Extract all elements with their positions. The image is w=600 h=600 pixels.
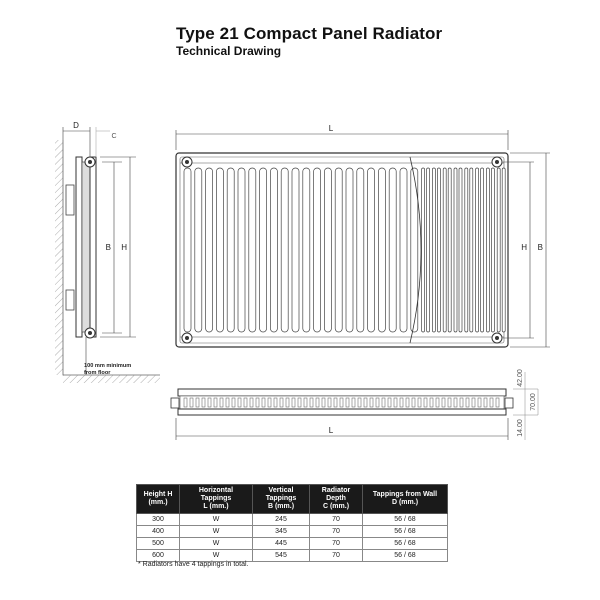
plan-dim-bottom-label: 14.00 bbox=[517, 419, 524, 437]
front-view bbox=[176, 124, 550, 347]
plan-fin bbox=[382, 398, 385, 407]
front-fin bbox=[465, 168, 468, 332]
plan-fin bbox=[442, 398, 445, 407]
plan-tapping-left bbox=[171, 398, 179, 408]
cell-depth: 70 bbox=[310, 538, 363, 550]
front-fin bbox=[227, 168, 234, 332]
plan-fin bbox=[310, 398, 313, 407]
front-tapping-top-right bbox=[492, 157, 502, 167]
plan-bottom-panel bbox=[178, 409, 506, 415]
cell-horizontal: W bbox=[180, 514, 253, 526]
plan-fin bbox=[226, 398, 229, 407]
plan-fin bbox=[256, 398, 259, 407]
front-fin bbox=[281, 168, 288, 332]
front-fin bbox=[481, 168, 484, 332]
front-fin bbox=[459, 168, 462, 332]
plan-fin bbox=[250, 398, 253, 407]
front-fin bbox=[454, 168, 457, 332]
plan-fin bbox=[244, 398, 247, 407]
plan-fin bbox=[304, 398, 307, 407]
plan-fin bbox=[376, 398, 379, 407]
plan-fin bbox=[472, 398, 475, 407]
front-fin bbox=[470, 168, 473, 332]
plan-fin bbox=[388, 398, 391, 407]
front-tapping-bottom-left bbox=[182, 333, 192, 343]
table-row bbox=[137, 526, 448, 538]
table-row bbox=[137, 514, 448, 526]
side-bottom-tapping-core bbox=[88, 331, 92, 335]
plan-fin bbox=[262, 398, 265, 407]
floor-note bbox=[84, 363, 131, 376]
header-horizontal-tappings: Horizontal Tappings L (mm.) bbox=[180, 485, 253, 514]
cell-wall: 56 / 68 bbox=[363, 514, 448, 526]
table-footnote: * Radiators have 4 tappings in total. bbox=[138, 561, 249, 568]
front-fin bbox=[357, 168, 364, 332]
cell-height: 500 bbox=[137, 538, 180, 550]
plan-fin bbox=[484, 398, 487, 407]
front-fin bbox=[249, 168, 256, 332]
side-panel-front bbox=[90, 157, 96, 337]
lower-bracket bbox=[66, 290, 74, 310]
front-fin bbox=[486, 168, 489, 332]
plan-tapping-right bbox=[505, 398, 513, 408]
side-convector bbox=[82, 162, 90, 332]
plan-fin bbox=[394, 398, 397, 407]
plan-fin bbox=[292, 398, 295, 407]
plan-view bbox=[171, 369, 538, 440]
cell-vertical: 345 bbox=[253, 526, 310, 538]
front-fin bbox=[314, 168, 321, 332]
front-fin bbox=[502, 168, 505, 332]
cell-wall: 56 / 68 bbox=[363, 550, 448, 562]
plan-fin bbox=[490, 398, 493, 407]
front-fin bbox=[497, 168, 500, 332]
dim-h-label: H bbox=[121, 243, 127, 252]
spec-table bbox=[136, 484, 448, 562]
front-fin bbox=[437, 168, 440, 332]
plan-fin bbox=[334, 398, 337, 407]
front-fin bbox=[238, 168, 245, 332]
front-fin bbox=[448, 168, 451, 332]
front-fin bbox=[324, 168, 331, 332]
cell-depth: 70 bbox=[310, 526, 363, 538]
plan-fin bbox=[238, 398, 241, 407]
floor-note-line1: 100 mm minimum bbox=[84, 363, 132, 369]
cell-wall: 56 / 68 bbox=[363, 526, 448, 538]
plan-fin bbox=[412, 398, 415, 407]
plan-fin bbox=[454, 398, 457, 407]
plan-fin bbox=[196, 398, 199, 407]
header-height: Height H (mm.) bbox=[137, 485, 180, 514]
plan-fin bbox=[286, 398, 289, 407]
side-view bbox=[55, 121, 160, 383]
front-fin bbox=[303, 168, 310, 332]
cell-horizontal: W bbox=[180, 550, 253, 562]
floor-note-line2: from floor bbox=[84, 369, 111, 376]
cell-vertical: 445 bbox=[253, 538, 310, 550]
plan-fin bbox=[448, 398, 451, 407]
plan-fin bbox=[232, 398, 235, 407]
plan-fin bbox=[190, 398, 193, 407]
plan-dim-l-label: L bbox=[328, 426, 334, 435]
front-fin bbox=[491, 168, 494, 332]
cell-wall: 56 / 68 bbox=[363, 538, 448, 550]
plan-dim-top-label: 42.00 bbox=[517, 369, 524, 387]
front-fin bbox=[260, 168, 267, 332]
front-fin bbox=[184, 168, 191, 332]
front-fin bbox=[195, 168, 202, 332]
plan-fin bbox=[280, 398, 283, 407]
cell-horizontal: W bbox=[180, 538, 253, 550]
plan-fin bbox=[358, 398, 361, 407]
header-tappings-from-wall: Tappings from Wall D (mm.) bbox=[363, 485, 448, 514]
front-fin bbox=[400, 168, 407, 332]
cell-horizontal: W bbox=[180, 526, 253, 538]
plan-fin bbox=[460, 398, 463, 407]
front-fin bbox=[443, 168, 446, 332]
side-panel-rear bbox=[76, 157, 82, 337]
dim-c-label: C bbox=[111, 133, 117, 140]
front-tapping-bottom-right bbox=[492, 333, 502, 343]
front-fin bbox=[206, 168, 213, 332]
plan-fin bbox=[322, 398, 325, 407]
front-fin bbox=[346, 168, 353, 332]
cell-height: 300 bbox=[137, 514, 180, 526]
plan-fin bbox=[496, 398, 499, 407]
plan-fin bbox=[436, 398, 439, 407]
front-fin bbox=[389, 168, 396, 332]
front-fin bbox=[432, 168, 435, 332]
dim-d-label: D bbox=[73, 121, 79, 130]
plan-fin bbox=[202, 398, 205, 407]
front-fin bbox=[335, 168, 342, 332]
plan-fin bbox=[184, 398, 187, 407]
cell-vertical: 545 bbox=[253, 550, 310, 562]
front-dim-b-label: B bbox=[537, 243, 543, 252]
front-fin bbox=[270, 168, 277, 332]
cell-depth: 70 bbox=[310, 514, 363, 526]
cell-height: 400 bbox=[137, 526, 180, 538]
plan-fin bbox=[364, 398, 367, 407]
plan-fin bbox=[340, 398, 343, 407]
page-title: Type 21 Compact Panel Radiator bbox=[176, 24, 443, 43]
plan-fin bbox=[346, 398, 349, 407]
floor-hatch bbox=[63, 375, 160, 383]
plan-fin bbox=[274, 398, 277, 407]
plan-fin bbox=[424, 398, 427, 407]
front-fin bbox=[422, 168, 425, 332]
plan-fin bbox=[214, 398, 217, 407]
header-vertical-tappings: Vertical Tappings B (mm.) bbox=[253, 485, 310, 514]
plan-fin bbox=[478, 398, 481, 407]
plan-fin bbox=[298, 398, 301, 407]
dim-b-label: B bbox=[105, 243, 111, 252]
side-top-tapping-core bbox=[88, 160, 92, 164]
plan-fin bbox=[316, 398, 319, 407]
plan-fin bbox=[208, 398, 211, 407]
upper-bracket bbox=[66, 185, 74, 215]
spec-table-header-row bbox=[137, 485, 448, 514]
plan-top-panel bbox=[178, 389, 506, 396]
front-dim-h-label: H bbox=[521, 243, 527, 252]
plan-fin bbox=[418, 398, 421, 407]
page-subtitle: Technical Drawing bbox=[176, 44, 282, 58]
front-fin bbox=[216, 168, 223, 332]
front-dim-l-label: L bbox=[328, 124, 334, 133]
plan-fin bbox=[430, 398, 433, 407]
header-radiator-depth: Radiator Depth C (mm.) bbox=[310, 485, 363, 514]
table-row bbox=[137, 538, 448, 550]
plan-fin bbox=[466, 398, 469, 407]
front-tapping-top-left bbox=[182, 157, 192, 167]
front-fin bbox=[368, 168, 375, 332]
front-fin bbox=[378, 168, 385, 332]
table-row bbox=[137, 550, 448, 562]
front-fin bbox=[427, 168, 430, 332]
cell-height: 600 bbox=[137, 550, 180, 562]
plan-fin bbox=[400, 398, 403, 407]
cell-vertical: 245 bbox=[253, 514, 310, 526]
wall-hatch bbox=[55, 140, 63, 375]
front-fin bbox=[476, 168, 479, 332]
front-fin bbox=[292, 168, 299, 332]
plan-dim-mid-label: 70.00 bbox=[530, 393, 537, 411]
plan-fin bbox=[268, 398, 271, 407]
plan-fin bbox=[370, 398, 373, 407]
plan-fin bbox=[328, 398, 331, 407]
plan-fin bbox=[352, 398, 355, 407]
plan-fin bbox=[406, 398, 409, 407]
plan-fin bbox=[220, 398, 223, 407]
cell-depth: 70 bbox=[310, 550, 363, 562]
